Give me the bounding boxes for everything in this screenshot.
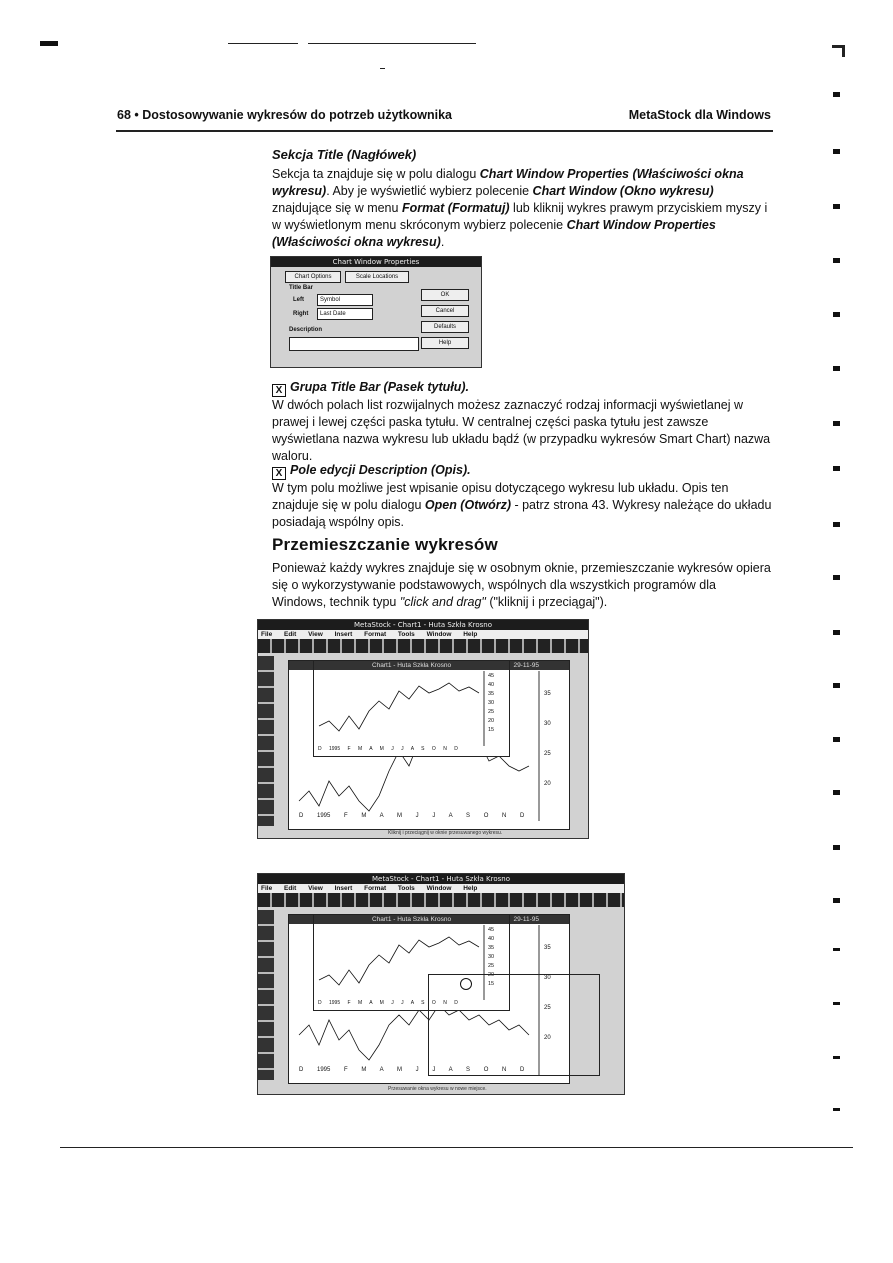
- drawing-toolbar[interactable]: [258, 656, 274, 826]
- scan-line: [308, 43, 476, 44]
- text-run-italic: "click and drag": [399, 595, 486, 609]
- moving-charts-paragraph: [272, 560, 772, 611]
- bullet-title: Pole edycji Description (Opis).: [290, 463, 471, 477]
- margin-mark: [833, 258, 840, 263]
- dragged-chart-title: Chart1 - Huta Szkła Krosno: [314, 915, 509, 924]
- toolbar[interactable]: [258, 893, 624, 907]
- chart-window-properties-dialog: [270, 256, 482, 368]
- inner-axis-label: 20: [488, 718, 495, 724]
- margin-mark: [833, 312, 840, 317]
- background-chart-title: 29-11-95: [289, 915, 569, 924]
- screenshot-caption: Kliknij i przeciągnij w oknie przesuwanego wykresu.: [388, 830, 503, 836]
- margin-mark: [833, 898, 840, 903]
- section-heading: [272, 536, 772, 553]
- tab-chart-options[interactable]: Chart Options: [285, 271, 341, 283]
- outer-axis-label: 30: [544, 721, 551, 727]
- inner-axis-label: 20: [488, 972, 495, 978]
- screenshot-caption: Przesuwanie okna wykresu w nowe miejsce.: [388, 1086, 487, 1092]
- scan-corner: [842, 45, 845, 57]
- outer-axis-label: 25: [544, 751, 551, 757]
- x-axis-labels: D 1995 F M A M J J A S O N D: [299, 1067, 525, 1073]
- drag-outline-rectangle: [428, 974, 600, 1076]
- margin-mark: [833, 948, 840, 951]
- margin-mark: [833, 204, 840, 209]
- inner-axis-label: 25: [488, 709, 495, 715]
- margin-mark: [833, 149, 840, 154]
- text-run-bold: Chart Window (Okno wykresu): [532, 184, 714, 198]
- description-input[interactable]: [289, 337, 419, 351]
- heading-text: Przemieszczanie wykresów: [272, 535, 498, 554]
- inner-x-labels: D 1995 F M A M J J A S O N D: [318, 746, 458, 752]
- menu-bar[interactable]: File Edit View Insert Format Tools Window Help: [258, 884, 624, 893]
- dragged-chart-title: Chart1 - Huta Szkła Krosno: [314, 661, 509, 670]
- ok-button[interactable]: OK: [421, 289, 469, 301]
- inner-axis-label: 45: [488, 927, 495, 933]
- text-run: Ponieważ każdy wykres znajduje się w osobnym oknie, przemieszczanie wykresów opiera się o wykorzystywanie podstawowych, wspólnych dla wszystkich programów dla Windows, technik typu: [272, 561, 771, 609]
- inner-x-labels: D 1995 F M A M J J A S O N D: [318, 1000, 458, 1006]
- margin-mark: [833, 1002, 840, 1005]
- checkbox-icon: X: [272, 384, 286, 397]
- outer-axis-label: 20: [544, 781, 551, 787]
- right-label: Right: [293, 311, 309, 317]
- text-run: ("kliknij i przeciągaj").: [485, 595, 608, 609]
- margin-mark: [833, 630, 840, 635]
- dialog-title: Chart Window Properties: [271, 257, 481, 267]
- text-run: Sekcja ta znajduje się w polu dialogu: [272, 167, 480, 181]
- margin-mark: [833, 1056, 840, 1059]
- metastock-screenshot-2: [257, 873, 625, 1095]
- inner-axis-label: 40: [488, 682, 495, 688]
- text-run: W tym polu możliwe jest wpisanie opisu dotyczącego wykresu lub układu. Opis ten znajduje się w polu dialogu: [272, 481, 729, 512]
- x-axis-labels: D 1995 F M A M J J A S O N D: [299, 813, 525, 819]
- help-button[interactable]: Help: [421, 337, 469, 349]
- text-run: znajdujące się w menu: [272, 201, 402, 215]
- text-run: lub kliknij wykres prawym przyciskiem myszy i w wyświetlonym menu skróconym wybierz polecenie: [272, 201, 768, 232]
- text-run: - patrz strona 43. Wykresy należące do układu posiadają wspólny opis.: [272, 498, 772, 529]
- checkbox-icon: X: [272, 467, 286, 480]
- inner-axis-label: 35: [488, 945, 495, 951]
- inner-axis-label: 40: [488, 936, 495, 942]
- drag-cursor-icon: [460, 978, 472, 990]
- header-rule: [116, 130, 773, 132]
- dragged-chart-plot: [314, 671, 509, 756]
- running-header-left: 68 • Dostosowywanie wykresów do potrzeb użytkownika: [117, 108, 453, 122]
- inner-axis-label: 35: [488, 691, 495, 697]
- text-run: .: [440, 235, 445, 249]
- margin-mark: [833, 575, 840, 580]
- bullet-title: Grupa Title Bar (Pasek tytułu).: [290, 380, 469, 394]
- section-title: Sekcja Title (Nagłówek): [272, 147, 417, 162]
- text-run-bold: Format (Formatuj): [401, 201, 510, 215]
- margin-mark: [833, 92, 840, 97]
- right-select[interactable]: Last Date: [317, 308, 373, 320]
- text-run-bold: Chart Window Properties (Właściwości okna wykresu): [272, 218, 716, 249]
- inner-axis-label: 45: [488, 673, 495, 679]
- inner-axis-label: 25: [488, 963, 495, 969]
- drawing-toolbar[interactable]: [258, 910, 274, 1080]
- inner-axis-label: 15: [488, 981, 495, 987]
- app-title: MetaStock - Chart1 - Huta Szkła Krosno: [258, 874, 624, 884]
- toolbar[interactable]: [258, 639, 588, 653]
- outer-axis-label: 20: [544, 1035, 551, 1041]
- margin-mark: [833, 737, 840, 742]
- inner-axis-label: 15: [488, 727, 495, 733]
- bullet-title-bar: [272, 379, 772, 465]
- metastock-screenshot-1: [257, 619, 589, 839]
- outer-axis-label: 35: [544, 945, 551, 951]
- title-bar-group-label: Title Bar: [289, 285, 313, 291]
- text-run: . Aby je wyświetlić wybierz polecenie: [326, 184, 533, 198]
- tab-scale-locations[interactable]: Scale Locations: [345, 271, 409, 283]
- menu-bar[interactable]: File Edit View Insert Format Tools Window Help: [258, 630, 588, 639]
- dragged-chart-window[interactable]: [313, 660, 510, 757]
- margin-mark: [833, 522, 840, 527]
- inner-axis-label: 30: [488, 954, 495, 960]
- app-title: MetaStock - Chart1 - Huta Szkła Krosno: [258, 620, 588, 630]
- cancel-button[interactable]: Cancel: [421, 305, 469, 317]
- defaults-button[interactable]: Defaults: [421, 321, 469, 333]
- outer-axis-label: 30: [544, 975, 551, 981]
- margin-mark: [833, 845, 840, 850]
- margin-mark: [833, 366, 840, 371]
- margin-mark: [833, 466, 840, 471]
- inner-axis-label: 30: [488, 700, 495, 706]
- margin-mark: [833, 790, 840, 795]
- running-header-right: MetaStock dla Windows: [628, 108, 771, 122]
- left-label: Left: [293, 297, 304, 303]
- description-label: Description: [289, 327, 323, 333]
- left-select[interactable]: Symbol: [317, 294, 373, 306]
- margin-mark: [833, 421, 840, 426]
- scan-mark: [40, 41, 58, 46]
- intro-paragraph: [272, 166, 772, 251]
- margin-mark: [833, 683, 840, 688]
- text-run-bold: Chart Window Properties (Właściwości okna wykresu): [272, 167, 744, 198]
- scan-line: [380, 68, 385, 69]
- dragged-price-line: [319, 683, 479, 731]
- scan-line: [228, 43, 298, 44]
- outer-axis-label: 25: [544, 1005, 551, 1011]
- outer-axis-label: 35: [544, 691, 551, 697]
- text-run-bold: Open (Otwórz): [424, 498, 511, 512]
- margin-mark: [833, 1108, 840, 1111]
- bullet-text: W dwóch polach list rozwijalnych możesz zaznaczyć rodzaj informacji wyświetlanej w prawej i lewej części paska tytułu. W centralnej części paska tytułu jest zawsze wyświetlana nazwa wykresu lub układu bądź (w przypadku wykresów Smart Chart) nazwa waloru.: [272, 398, 771, 463]
- footer-rule: [60, 1147, 853, 1148]
- bullet-description: [272, 462, 772, 531]
- background-chart-title: 29-11-95: [289, 661, 569, 670]
